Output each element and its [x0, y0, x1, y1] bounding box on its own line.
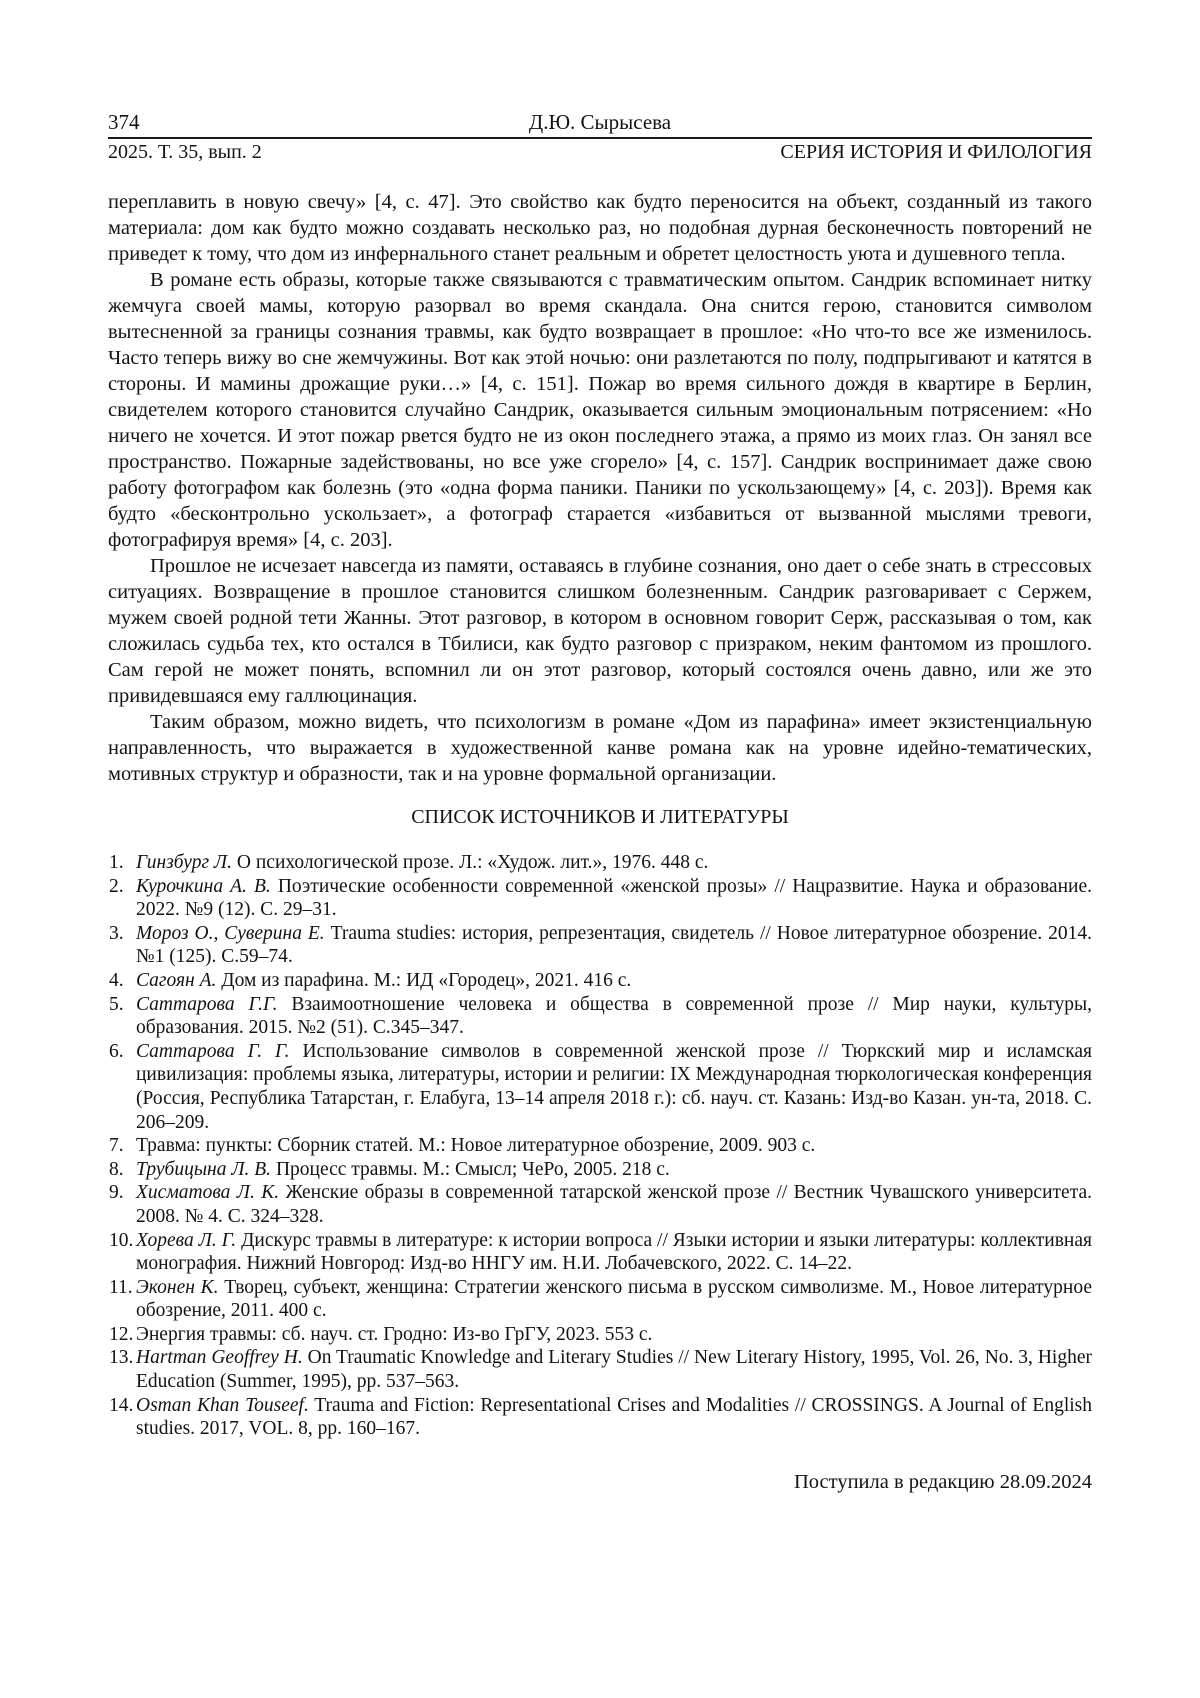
running-head-row2 — [108, 140, 1092, 164]
reference-number: 6. — [109, 1040, 124, 1062]
reference-item — [108, 851, 1092, 875]
reference-number: 9. — [109, 1182, 124, 1204]
reference-number: 2. — [109, 875, 124, 897]
references-heading: СПИСОК ИСТОЧНИКОВ И ЛИТЕРАТУРЫ — [411, 806, 789, 828]
reference-text: Дискурс травмы в литературе: к истории вопроса // Языки истории и языки литературы: коллективная монография. Нижний Новгород: Изд-во ННГУ им. Н.И. Лобачевского, 2022. С. 14–22. — [136, 1229, 1092, 1275]
body-paragraph: переплавить в новую свечу» [4, с. 47]. Это свойство как будто переносится на объект, созданный из такого материала: дом как будто можно создавать несколько раз, но подобная дурная бесконечность повторений не приведет к тому, что дом из инфернального станет реальным и обретет целостность уюта и душевного тепла. — [108, 191, 1092, 265]
reference-number: 1. — [109, 852, 124, 873]
reference-text: Взаимоотношение человека и общества в современной прозе // Мир науки, культуры, образования. 2015. №2 (51). С.345–347. — [136, 993, 1092, 1039]
reference-number: 11. — [109, 1276, 133, 1298]
reference-text: О психологической прозе. Л.: «Худож. лит.», 1976. 448 с. — [232, 852, 709, 873]
header-rule — [108, 137, 1092, 139]
received-date: Поступила в редакцию 28.09.2024 — [793, 1470, 1092, 1493]
reference-number: 5. — [109, 993, 124, 1015]
reference-text: Использование символов в современной женской прозе // Тюркский мир и исламская цивилизация: проблемы языка, литературы, истории и религии: IX Международная тюркологическая конференция (Россия, Республика Татарстан, г. Елабуга, 13–14 апреля 2018 г.): сб. науч. ст. Казань: Изд-во Казан. ун-та, 2018. С. 206–209. — [136, 1040, 1092, 1133]
reference-number: 12. — [109, 1323, 134, 1345]
body-paragraph: Прошлое не исчезает навсегда из памяти, оставаясь в глубине сознания, оно дает о себе знать в стрессовых ситуациях. Возвращение в прошлое становится слишком болезненным. Сандрик разговаривает с Сержем, мужем своей родной тети Жанны. Этот разговор, в котором в основном говорит Серж, рассказывая о том, как сложилась судьба тех, кто остался в Тбилиси, как будто разговор с призраком, неким фантомом из прошлого. Сам герой не может понять, вспомнил ли он этот разговор, который состоялся очень давно, или же это привидевшаяся ему галлюцинация. — [108, 555, 1092, 707]
article-body — [108, 189, 1092, 787]
reference-text: Trauma and Fiction: Representational Crises and Modalities // CROSSINGS. A Journal of English studies. 2017, VOL. 8, pp. 160–167. — [136, 1394, 1092, 1440]
reference-author: Сагоян А. — [136, 969, 217, 991]
reference-text: Trauma studies: история, репрезентация, свидетель // Новое литературное обозрение. 2014. №1 (125). С.59–74. — [136, 922, 1092, 968]
reference-author: Курочкина А. В. — [136, 875, 271, 897]
reference-item — [108, 922, 1092, 969]
reference-text: Энергия травмы: сб. науч. ст. Гродно: Из-во ГрГУ, 2023. 553 с. — [136, 1323, 653, 1345]
reference-item — [108, 1346, 1092, 1393]
reference-author: Трубицына Л. В. — [136, 1158, 272, 1180]
reference-item — [108, 1134, 1092, 1158]
reference-number: 7. — [109, 1135, 124, 1157]
reference-author: Хисматова Л. К. — [136, 1182, 280, 1204]
reference-number: 8. — [109, 1158, 124, 1180]
reference-number: 3. — [109, 922, 124, 944]
reference-item — [108, 993, 1092, 1040]
body-paragraph: В романе есть образы, которые также связываются с травматическим опытом. Сандрик вспоминает нитку жемчуга своей мамы, которую разорвал во время скандала. Она снится герою, становится символом вытесненной за границы сознания травмы, как будто возвращает в прошлое: «Но что-то все же изменилось. Часто теперь вижу во сне жемчужины. Вот как этой ночью: они разлетаются по полу, подпрыгивают и катятся в стороны. И мамины дрожащие руки…» [4, с. 151]. Пожар во время сильного дождя в квартире в Берлин, свидетелем которого становится случайно Сандрик, оказывается сильным эмоциональным потрясением: «Но ничего не хочется. И этот пожар рвется будто не из окон последнего этажа, а прямо из моих глаз. Он занял все пространство. Пожарные задействованы, но все уже сгорело» [4, с. 157]. Сандрик воспринимает даже свою работу фотографом как болезнь (это «одна форма паники. Паники по ускользающему» [4, с. 203]). Время как будто «бесконтрольно ускользает», а фотограф старается «избавиться от вызванной мыслями тревоги, фотографируя время» [4, с. 203]. — [108, 269, 1092, 551]
reference-item — [108, 875, 1092, 922]
running-head-author: Д.Ю. Сырысева — [528, 110, 672, 134]
reference-text: Процесс травмы. М.: Смысл; ЧеРо, 2005. 218 с. — [271, 1158, 670, 1180]
reference-number: 14. — [109, 1394, 134, 1416]
reference-item — [108, 1229, 1092, 1276]
reference-text: On Traumatic Knowledge and Literary Studies // New Literary History, 1995, Vol. 26, No. 3, Higher Education (Summer, 1995), pp. 537–563. — [136, 1347, 1092, 1393]
reference-item — [108, 1181, 1092, 1228]
reference-author: Hartman Geoffrey H. — [136, 1347, 303, 1369]
issue-info: 2025. Т. 35, вып. 2 — [108, 141, 262, 163]
body-paragraph: Таким образом, можно видеть, что психологизм в романе «Дом из парафина» имеет экзистенциальную направленность, что выражается в художественной канве романа как на уровне идейно-тематических, мотивных структур и образности, так и на уровне формальной организации. — [108, 711, 1092, 785]
reference-author: Хорева Л. Г. — [136, 1229, 237, 1251]
reference-text: Дом из парафина. М.: ИД «Городец», 2021. 416 с. — [216, 969, 632, 991]
references-list — [108, 851, 1092, 1441]
reference-author: Саттарова Г.Г. — [136, 993, 278, 1015]
series-title: СЕРИЯ ИСТОРИЯ И ФИЛОЛОГИЯ — [780, 141, 1092, 163]
reference-item — [108, 1323, 1092, 1347]
reference-item — [108, 1158, 1092, 1182]
reference-item — [108, 969, 1092, 993]
reference-author: Саттарова Г. Г. — [136, 1040, 290, 1062]
reference-author: Гинзбург Л. — [136, 852, 233, 873]
reference-text: Поэтические особенности современной «женской прозы» // Нацразвитие. Наука и образование. 2022. №9 (12). С. 29–31. — [136, 875, 1092, 921]
reference-text: Женские образы в современной татарской женской прозе // Вестник Чувашского университета. 2008. № 4. С. 324–328. — [136, 1182, 1092, 1227]
reference-number: 10. — [109, 1229, 134, 1251]
page-content — [108, 110, 1092, 1495]
reference-text: Творец, субъект, женщина: Стратегии женского письма в русском символизме. М., Новое литературное обозрение, 2011. 400 с. — [136, 1276, 1092, 1322]
reference-item — [108, 1040, 1092, 1134]
reference-number: 13. — [109, 1347, 134, 1369]
reference-number: 4. — [109, 969, 124, 991]
reference-item — [108, 1276, 1092, 1323]
reference-item — [108, 1394, 1092, 1441]
reference-author: Osman Khan Touseef. — [136, 1394, 309, 1416]
reference-author: Мороз О., Суверина Е. — [136, 922, 325, 944]
reference-text: Травма: пункты: Сборник статей. М.: Новое литературное обозрение, 2009. 903 с. — [136, 1135, 816, 1157]
running-head-row1 — [108, 110, 1092, 134]
page-number: 374 — [108, 110, 140, 134]
reference-author: Эконен К. — [136, 1276, 219, 1298]
